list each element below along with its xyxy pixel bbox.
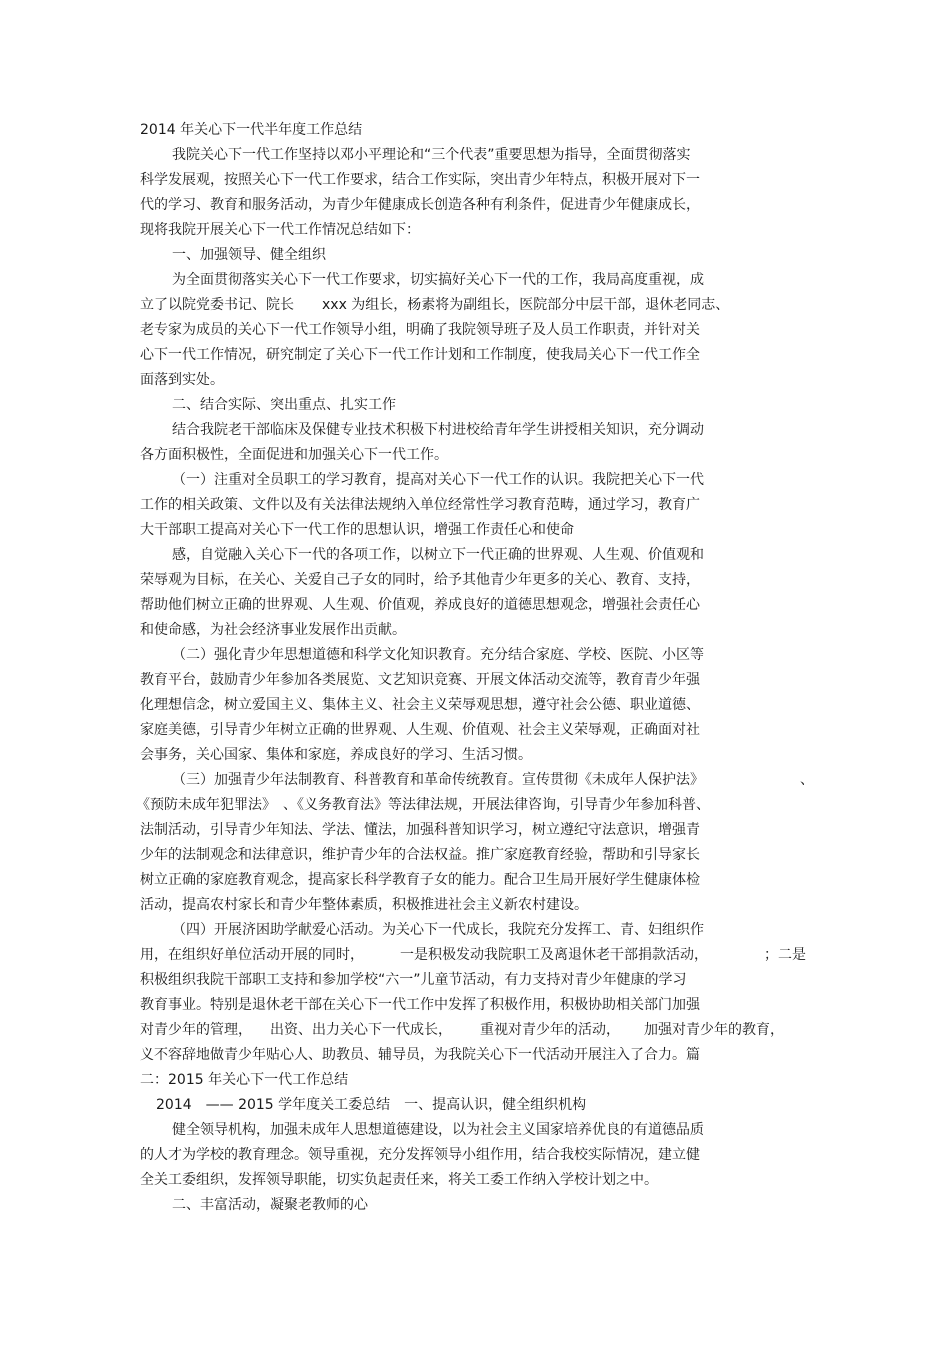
section-heading: 二、丰富活动，凝聚老教师的心	[172, 1197, 368, 1213]
paragraph-line: 立了以院党委书记、院长 xxx 为组长，杨素将为副组长，医院部分中层干部，退休老同志、	[140, 297, 730, 313]
paragraph-line: 教育平台，鼓励青少年参加各类展览、文艺知识竞赛、开展文体活动交流等，教育青少年强	[140, 672, 700, 688]
section-title: 二：2015 年关心下一代工作总结	[140, 1072, 349, 1088]
paragraph-line: 积极组织我院干部职工支持和参加学校“六一”儿童节活动，有力支持对青少年健康的学习	[140, 972, 687, 988]
paragraph-line: 义不容辞地做青少年贴心人、助教员、辅导员，为我院关心下一代活动开展注入了合力。篇	[140, 1047, 700, 1063]
paragraph-line: 老专家为成员的关心下一代工作领导小组，明确了我院领导班子及人员工作职责，并针对关	[140, 322, 700, 338]
paragraph-line: 重视对青少年的活动，	[480, 1022, 620, 1038]
paragraph-line: 一是积极发动我院职工及离退休老干部捐款活动，	[400, 947, 708, 963]
paragraph-line: 健全领导机构，加强未成年人思想道德建设，以为社会主义国家培养优良的有道德品质	[172, 1122, 704, 1138]
paragraph-line: 我院关心下一代工作坚持以邓小平理论和“三个代表”重要思想为指导，全面贯彻落实	[172, 147, 691, 163]
paragraph-line: 、	[800, 772, 814, 788]
paragraph-line: 活动，提高农村家长和青少年整体素质，积极推进社会主义新农村建设。	[140, 897, 588, 913]
paragraph-line: 为全面贯彻落实关心下一代工作要求，切实搞好关心下一代的工作，我局高度重视，成	[172, 272, 704, 288]
paragraph-line: 帮助他们树立正确的世界观、人生观、价值观，养成良好的道德思想观念，增强社会责任心	[140, 597, 700, 613]
paragraph-line: （四）开展济困助学献爱心活动。为关心下一代成长，我院充分发挥工、青、妇组织作	[172, 922, 704, 938]
paragraph-line: 工作的相关政策、文件以及有关法律法规纳入单位经常性学习教育范畴，通过学习，教育广	[140, 497, 700, 513]
paragraph-line: 的人才为学校的教育理念。领导重视，充分发挥领导小组作用，结合我校实际情况，建立健	[140, 1147, 700, 1163]
paragraph-line: 现将我院开展关心下一代工作情况总结如下：	[140, 222, 420, 238]
paragraph-line: 用，在组织好单位活动开展的同时，	[140, 947, 364, 963]
paragraph-line: 全关工委组织，发挥领导职能，切实负起责任来，将关工委工作纳入学校计划之中。	[140, 1172, 658, 1188]
paragraph-line: （三）加强青少年法制教育、科普教育和革命传统教育。宣传贯彻《未成年人保护法》	[172, 772, 704, 788]
paragraph-line: 心下一代工作情况，研究制定了关心下一代工作计划和工作制度，使我局关心下一代工作全	[140, 347, 700, 363]
paragraph-line: 加强对青少年的教育，	[644, 1022, 784, 1038]
paragraph-line: 结合我院老干部临床及保健专业技术积极下村进校给青年学生讲授相关知识，充分调动	[172, 422, 704, 438]
section-heading: 一、加强领导、健全组织	[172, 247, 326, 263]
paragraph-line: 出资、出力关心下一代成长，	[270, 1022, 452, 1038]
section-heading: 二、结合实际、突出重点、扎实工作	[172, 397, 396, 413]
paragraph-line: 化理想信念，树立爱国主义、集体主义、社会主义荣辱观思想，遵守社会公德、职业道德、	[140, 697, 700, 713]
paragraph-line: 家庭美德，引导青少年树立正确的世界观、人生观、价值观、社会主义荣辱观，正确面对社	[140, 722, 700, 738]
paragraph-line: 感，自觉融入关心下一代的各项工作，以树立下一代正确的世界观、人生观、价值观和	[172, 547, 704, 563]
paragraph-line: 大干部职工提高对关心下一代工作的思想认识，增强工作责任心和使命	[140, 522, 574, 538]
paragraph-line: 对青少年的管理，	[140, 1022, 252, 1038]
paragraph-line: （二）强化青少年思想道德和科学文化知识教育。充分结合家庭、学校、医院、小区等	[172, 647, 704, 663]
document-title: 2014 年关心下一代半年度工作总结	[140, 122, 363, 138]
paragraph-line: 荣辱观为目标，在关心、关爱自己子女的同时，给予其他青少年更多的关心、教育、支持，	[140, 572, 700, 588]
paragraph-line: 会事务，关心国家、集体和家庭，养成良好的学习、生活习惯。	[140, 747, 532, 763]
paragraph-line: 和使命感，为社会经济事业发展作出贡献。	[140, 622, 406, 638]
paragraph-line: 代的学习、教育和服务活动，为青少年健康成长创造各种有利条件，促进青少年健康成长，	[140, 197, 700, 213]
paragraph-line: 法制活动，引导青少年知法、学法、懂法，加强科普知识学习，树立遵纪守法意识，增强青	[140, 822, 700, 838]
paragraph-line: 少年的法制观念和法律意识，维护青少年的合法权益。推广家庭教育经验，帮助和引导家长	[140, 847, 700, 863]
paragraph-line: （一）注重对全员职工的学习教育，提高对关心下一代工作的认识。我院把关心下一代	[172, 472, 704, 488]
paragraph-line: 教育事业。特别是退休老干部在关心下一代工作中发挥了积极作用，积极协助相关部门加强	[140, 997, 700, 1013]
paragraph-line: 树立正确的家庭教育观念，提高家长科学教育子女的能力。配合卫生局开展好学生健康体检	[140, 872, 700, 888]
paragraph-line: 科学发展观，按照关心下一代工作要求，结合工作实际，突出青少年特点，积极开展对下一	[140, 172, 700, 188]
paragraph-line: 各方面积极性，全面促进和加强关心下一代工作。	[140, 447, 448, 463]
paragraph-line: 《预防未成年犯罪法》 、《义务教育法》等法律法规，开展法律咨询，引导青少年参加科普、	[136, 797, 710, 813]
paragraph-line: 2014 —— 2015 学年度关工委总结 一、提高认识，健全组织机构	[156, 1097, 587, 1113]
paragraph-line: 面落到实处。	[140, 372, 224, 388]
paragraph-line: ；二是	[764, 947, 806, 963]
